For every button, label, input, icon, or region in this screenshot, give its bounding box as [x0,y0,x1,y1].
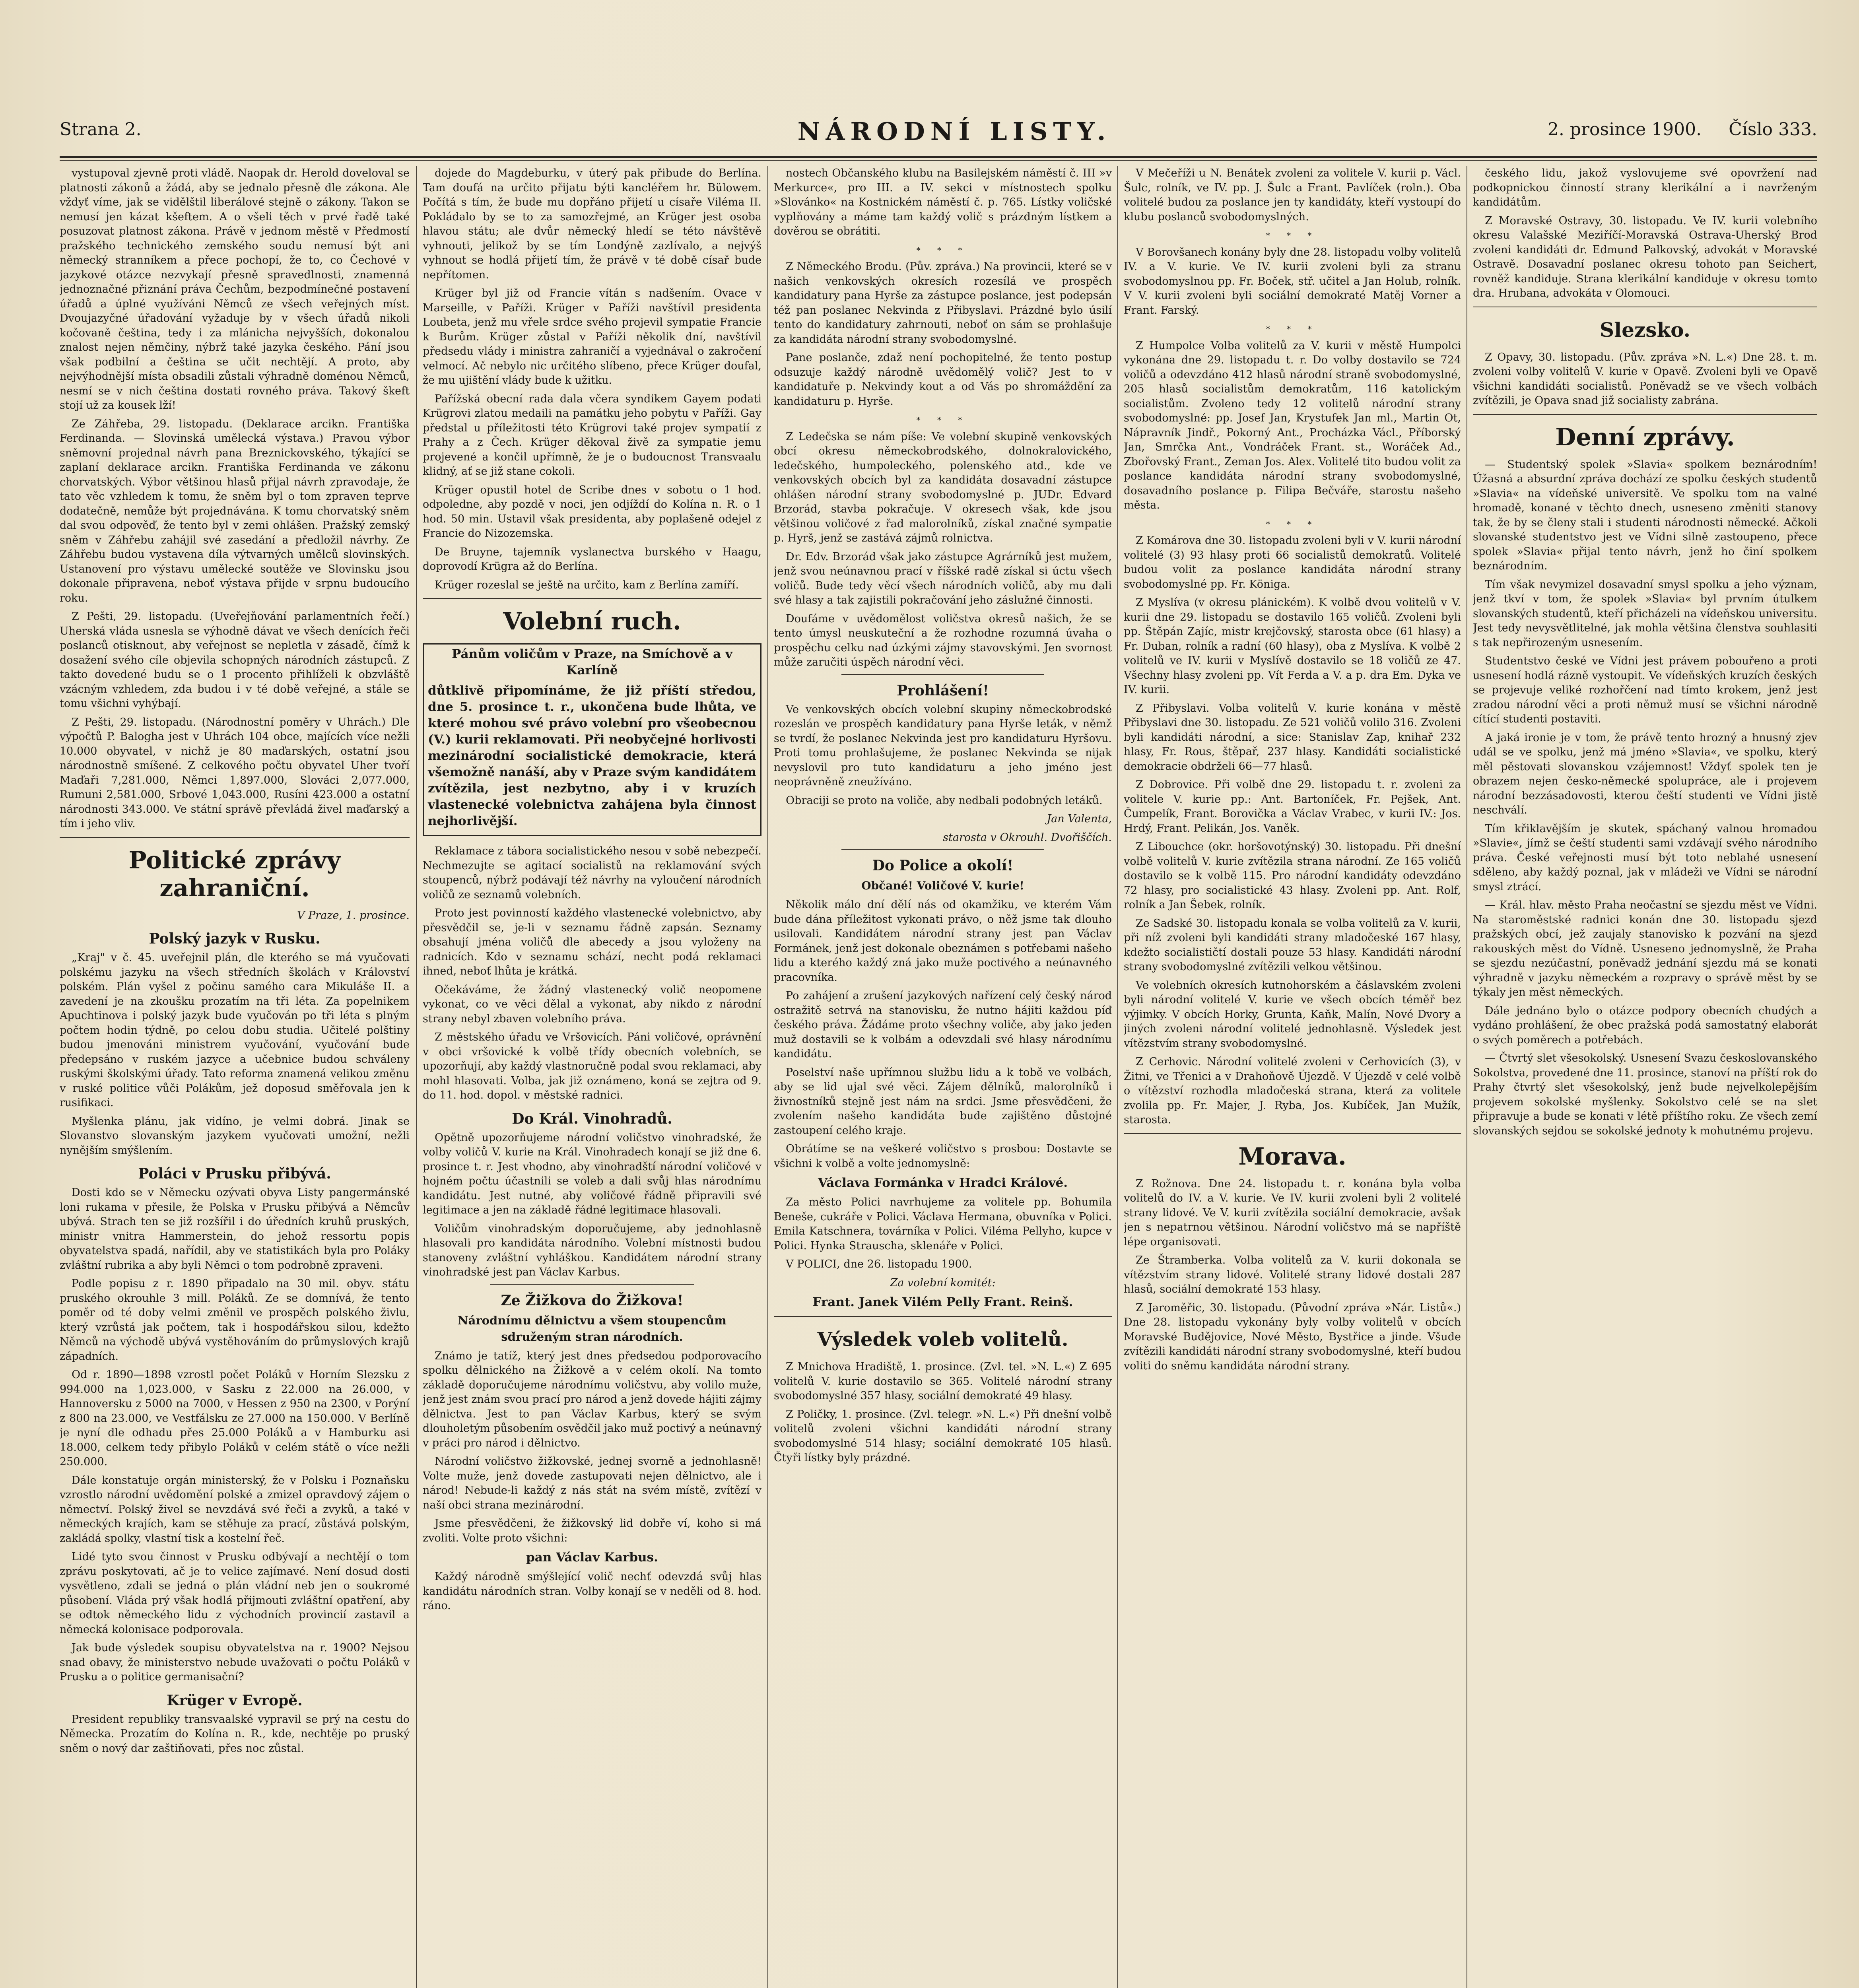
article-paragraph: Po zahájení a zrušení jazykových nařízení celý český národ ostražitě setrvá na stanovisku, že nutno hájiti každou píď českého práva. Žádáme proto všechny voliče, aby jako jeden muž dostavili se k volbám a odevzdali své hlasy národnímu kandidátu. [774,990,1112,1060]
masthead-rule [60,156,1817,158]
article-paragraph: Z Komárova dne 30. listopadu zvoleni byli v V. kurii národní volitelé (3) 93 hlasy proti 66 socialistů demokratů. Volitelé budou volit za poslance kandidáta národní strany svobodomyslné pp. Fr. Königa. [1124,534,1461,590]
article-paragraph: Obrátíme se na veškeré voličstvo s prosbou: Dostavte se všichni k volbě a volte jednomyslně: [774,1143,1112,1170]
article-paragraph: De Bruyne, tajemník vyslanectva burského v Haagu, doprovodí Krügra až do Berlína. [423,546,761,573]
masthead [60,119,1817,147]
article-paragraph: Ze Štramberka. Volba volitelů za V. kurii dokonala se vítězstvím strany lidové. Volitelé strany lidové dostali 287 hlasů, sociální demokraté 153 hlasy. [1124,1254,1461,1295]
notice-box [423,643,761,836]
article-heading: Ze Žižkova do Žižkova! [501,1292,684,1309]
section-rule [60,837,410,838]
article-paragraph: Lidé tyto svou činnost v Prusku odbývají a nechtějí o tom zprávu poskytovati, ač je to velice zajímavé. Není dosud dosti vysvětleno, zdali se jedná o plán vládní neb jen o soukromé působení. Vláda prý však hodlá přijmouti zvláštní opatření, aby se odtok německého lidu z východních provincií zastavil a německá kolonisace podporovala. [60,1551,410,1636]
article-paragraph: Voličům vinohradským doporučujeme, aby jednohlasně hlasovali pro kandidáta národního. Volební místnosti budou stanoveny zvláštní vyhláškou. Kandidátem národní strany vinohradské jest pan Václav Karbus. [423,1222,761,1278]
article-paragraph: Z Moravské Ostravy, 30. listopadu. Ve IV. kurii volebního okresu Valašské Meziříčí-Moravská Ostrava-Uherský Brod zvoleni kandidáti dr. Edmund Palkovský, advokát v Moravské Ostravě. Dosavadní poslanec okresu tohoto pan Seichert, rovněž kandiduje. Strana klerikální kandiduje v okresu tomto dra. Hrubana, advokáta v Olomouci. [1473,214,1817,299]
article-paragraph: Dosti kdo se v Německu ozývati obyva Listy pangermánské loni rukama v přesile, že Polska v Prusku přibývá a Němcův ubývá. Strach ten se již rozšířil i do úředních kruhů pruských, ministr vnitra Hammerstein, do jehož ressortu popis obyvatelstva spadá, nařídil, aby ve statistikách byla pro Poláky zvláštní rubrika a aby byli Němci o tom podrobně zpraveni. [60,1186,410,1272]
article-paragraph: Z Jaroměřic, 30. listopadu. (Původní zpráva »Nár. Listů«.) Dne 28. listopadu vykonány byly volby volitelů v obcích Moravské Budějovice, Nové Město, Bystřice a jinde. Všude zvítězili kandidáti národní strany svobodomyslné, kteří budou voliti do sněmu kandidáta národní strany. [1124,1301,1461,1372]
newspaper-title: NÁRODNÍ LISTY. [797,117,1111,146]
article-paragraph: Z Humpolce Volba volitelů za V. kurii v městě Humpolci vykonána dne 29. listopadu t. r. Do volby dostavilo se 724 voličů a odevzdáno 412 hlasů národní straně svobodomyslné, 205 hlasů socialistům demokratům, 116 katolickým socialistům. Zvoleno tedy 12 volitelů národní strany svobodomyslné: pp. Josef Jan, Krystufek Jan ml., Martin Ot, Nápravník Jindř., Pokorný Ant., Procházka Václ., Příborský Jan, Smrčka Ant., Vondráček Frant. st., Woráček Ad., Zbořovský Frant., Zeman Jos. Alex. Volitelé tito budou volit za poslance kandidáta národní strany svobodomyslné, dosavadního poslance p. Filipa Bečváře, starostu našeho města. [1124,339,1461,511]
section-heading: Denní zprávy. [1555,423,1735,451]
article-paragraph: Z Ledečska se nám píše: Ve volební skupině venkovských obcí okresu německobrodského, dolnokralovického, ledečského, humpoleckého, polenského atd., kde ve venkovských obcích byl za kandidáta dosavadní zástupce ohlášen národní strany svobodomyslné p. JUDr. Edvard Brzorád, stavba pokračuje. V okresech však, kde jsou většinou voličové z řad malorolníků, získal značné sympatie p. Hyrš, jenž se zastává zájmů rolnictva. [774,430,1112,544]
article-paragraph: Očekáváme, že žádný vlastenecký volič neopomene vykonat, co ve věci dělal a vykonat, aby nikdo z národní strany nebyl zbaven volebního práva. [423,983,761,1025]
article-paragraph: Jsme přesvědčeni, že žižkovský lid dobře ví, koho si má zvoliti. Volte proto všichni: [423,1517,761,1544]
article-paragraph: Z Přibyslavi. Volba volitelů V. kurie konána v městě Přibyslavi dne 30. listopadu. Ze 521 voličů volilo 316. Zvoleni byli kandidáti národní, a sice: Stanislav Zap, knihař 232 hlasy, Fr. Rous, štěpař, 237 hlasy. Kandidáti socialistické demokracie obdrželi 66—77 hlasů. [1124,702,1461,773]
article-paragraph: Ve venkovských obcích volební skupiny německobrodské rozeslán ve prospěch kandidatury pana Hyrše leták, v němž se tvrdí, že poslanec Nekvinda jest pro kandidaturu Hyršovu. Proti tomu prohlašujeme, že poslanec Nekvinda se nijak nevyslovil pro tuto kandidaturu a jeho jméno jest neoprávněně zneužíváno. [774,703,1112,788]
signature-title: starosta v Okrouhl. Dvořiščích. [943,831,1112,844]
candidate-name: Václava Formánka v Hradci Králové. [818,1176,1068,1190]
article-paragraph: nostech Občanského klubu na Basilejském náměstí č. III »v Merkurce«, pro III. a IV. sekci v místnostech spolku »Slovánko« na Kostnickém náměstí č. p. 765. Lístky voličské vyplňovány a máme tam každý volič s prázdným lístkem a dověrou se obrátiti. [774,167,1112,237]
article-paragraph: Za město Polici navrhujeme za volitele pp. Bohumila Beneše, cukráře v Polici. Václava Hermana, obuvníka v Polici. Emila Katschnera, továrníka v Polici. Viléma Pellyho, kupce v Polici. Hynka Strauscha, sklenáře v Polici. [774,1196,1112,1252]
article-paragraph: Známo je tatíž, který jest dnes předsedou podporovacího spolku dělnického na Žižkově a v celém okolí. Na tomto základě doporučujeme národnímu voličstvu, aby volilo muže, jenž jest znám svou prací pro národ a jenž dovede hájiti zájmy dělnictva. Jest to pan Václav Karbus, který se svým dlouholetým působením osvědčil jako muž poctivý a neúnavný v práci pro národ i dělnictvo. [423,1349,761,1449]
section-rule [1124,1133,1461,1134]
article-paragraph: „Kraj" v č. 45. uveřejnil plán, dle kterého se má vyučovati polskému jazyku na všech středních školách v Království polském. Plán vyšel z počinu samého cara Mikuláše II. a zavedení je na zkoušku prozatím na tři léta. Za popelnikem Apuchtinova i polský jazyk bude vyučován po tři léta s plným počtem hodin týdně, po celou dobu studia. Učitelé polštiny budou jmenováni ministrem vyučování, vyučování bude předepsáno v ruském jazyce a učebnice budou schváleny ruskými školskými úřady. Tato reforma znamená velikou změnu v ruské politice vůči Polákům, jež doposud směřovala jen k rusifikaci. [60,951,410,1109]
article-paragraph: V Mečeříži u N. Benátek zvoleni za volitele V. kurii p. Václ. Šulc, rolník, ve IV. pp. J. Šulc a Frant. Pavlíček (roln.). Oba volitelé budou za poslance jen ty kandidáty, kteří vystoupí do klubu poslanců svobodomyslných. [1124,167,1461,223]
article-heading: Krüger v Evropě. [167,1692,303,1709]
article-paragraph: Od r. 1890—1898 vzrostl počet Poláků v Horním Slezsku z 994.000 na 1,023.000, v Sasku z 22.000 na 26.000, v Hannoversku z 5000 na 7000, v Hessen z 950 na 2300, v Porýní z 800 na 23.000, ve Vestfálsku ze 27.000 na 150.000. V Berlíně je nyní dle odhadu přes 25.000 Poláků a v Hamburku asi 18.000, celkem tedy přibylo Poláků v celém státě o více nežli 250.000. [60,1369,410,1468]
article-paragraph: President republiky transvaalské vypravil se prý na cestu do Německa. Prozatím do Kolína n. R., kde, nechtěje po pruský sněm o nový dar zaštiňovati, přes noc zůstal. [60,1713,410,1755]
short-rule [490,1284,693,1285]
article-paragraph: — Král. hlav. město Praha neočastní se sjezdu měst ve Vídni. Na staroměstské radnici konán dne 30. listopadu sjezd pražských obcí, jež zaujaly stanovisko k pozvání na sjezd rakouských měst do Vídně. Usneseno jednomyslně, že Praha se sjezdu nezúčastní, poněvadž jednání sjezdu má se konati výhradně v jazyku německém a rozpravy o správě měst by se týkaly jen měst německých. [1473,899,1817,998]
article-heading: Prohlášení! [896,682,989,699]
article-paragraph: Obraciji se proto na voliče, aby nedbali podobných letáků. [786,794,1103,807]
issue-number: Číslo 333. [1729,119,1817,140]
section-heading: Politické zprávy zahraniční. [128,846,341,902]
article-heading: Polský jazyk v Rusku. [149,930,321,947]
column-3 [774,166,1112,1988]
article-paragraph: Poselství naše upřímnou službu lidu a k tobě ve volbách, aby se lid ujal své věci. Zájem dělníků, malorolníků i živnostníků stejně jest nám na srdci. Jsme přesvědčeni, že zvolením našeho kandidáta bude zajištěno důstojné zastoupení celého kraje. [774,1066,1112,1137]
article-paragraph: Doufáme v uvědomělost voličstva okresů našich, že se tento úmysl neuskuteční a že rozhodne rozumná úvaha o prospěchu celku nad úzkými zájmy stavovskými. Jen svornost může zaručiti úspěch národní věci. [774,612,1112,668]
article-paragraph: vystupoval zjevně proti vládě. Naopak dr. Herold doveloval se platnosti zákonů a žádá, aby se jednalo přesně dle zákona. Ale vždyť víme, jak se vidělštil liberálové stejně o zákony. Takon se nemusí jen kázat kšeftem. A o všeli těch v prvé řadě také posuzovat platnost zákona. Právě v jednom městě v Předmostí pražského technického zemského soudu nemusí být ani německý stranníkem a přece pochopí, že to, co Čechové v jazykové otázce nezvykají přesně spravedlnosti, znamenná jednoznačné přiznání práva Čechům, bezpodmínečné postavení úřadů a úplné využíváni Němců ze všech veřejných míst. Dvoujazyčné úřadování vyžaduje by v všech úřadů nikoli kočovaně čeština, tedy i za mlánicha nejvyšších, dokonalou znalost nejen němčiny, nýbrž také jazyka českého. Pání jsou však podbilní a čeština se učit nechtějí. A proto, aby nejvýhodnější místa obsadili zůstali výhradně doménou Němců, nesmí se v nich čeština dostati rovného práva. Takový škeft stojí už za kousek lží! [60,167,410,412]
article-paragraph: A jaká ironie je v tom, že právě tento hrozný a hnusný zjev udál se ve spolku, jenž má jméno »Slavia«, ve spolku, který měl pěstovati slovanskou vzájemnost! Vždyť spolek ten je obrazem nejen česko-německé spolupráce, ale i projevem národní bezzásadovosti, kterou čeští studenti ve Vídni jistě neschválí. [1473,731,1817,816]
article-paragraph: Proto jest povinností každého vlastenecké volebnictvo, aby přesvědčil se, je-li v seznamu řádně zapsán. Seznamy obsahují jména voličů dle abecedy a jsou vyloženy na radnicích. Kdo v seznamu schází, necht podá reklamaci ihned, neboť lhůta je krátká. [423,907,761,977]
article-paragraph: — Čtvrtý slet všesokolský. Usnesení Svazu českoslovanského Sokolstva, provedené dne 11. prosince, stanoví na příští rok do Prahy čtvrtý slet všesokolský, jenž bude nejvelkolepějším projevem sokolské myšlenky. Sokolstvo celé se na slet připravuje a bude se konati v létě příštího roku. Ze všech zemí slovanských sejdou se sokolské jednoty k mohutnému projevu. [1473,1052,1817,1137]
article-paragraph: Ze Sadské 30. listopadu konala se volba volitelů za V. kurii, při níž zvoleni byli kandidáti strany mladočeské 167 hlasy, kdežto socialističtí dostali pouze 53 hlasy. Kandidáti národní strany svobodomyslné zvítězili velkou většinou. [1124,917,1461,973]
article-paragraph: Ze Záhřeba, 29. listopadu. (Deklarace arcikn. Františka Ferdinanda. — Slovinská umělecká výstava.) Pravou výbor sněmovní projednal návrh pana Breznickovského, týkající se zaplaní deklarace arcikn. Františka Ferdinanda ve zákonu chorvatských. Výbor většinou hlasů přijal návrh zpravodaje, že tato věc vzhledem k tomu, že sněm byl o tom zpraven teprve dodatečně, nemůže být projednávána. K tomu chorvatský sněm dal svou odpověď, že tento byl v zemi ohlášen. Pražský zemský sněm v Záhřebu zahájil své zasedání a předložil návrhy. Ze Záhřebu budou vystavena díla výtvarných umělců slovinských. Ustanovení pro výstavu umělecké soutěže ve Slovinsku jsou dokonale připravena, neboť výstava přijde v srpnu budoucího roku. [60,417,410,604]
article-paragraph: Z Dobrovice. Při volbě dne 29. listopadu t. r. zvoleni za volitele V. kurie pp.: Ant. Bartoníček, Fr. Pejšek, Ant. Čumpelík, Frant. Borovička a Václav Vrabec, v kurii IV.: Jos. Hrdý, Frant. Pelikán, Jos. Vaněk. [1124,779,1461,835]
dateline: V Praze, 1. prosince. [297,909,410,922]
article-paragraph: Dr. Edv. Brzorád však jako zástupce Agrárníků jest mužem, jenž svou neúnavnou prací v říšské radě získal si úctu všech voličů. Bude tedy věcí všech národních voličů, aby mu dali své hlasy a tak zajistili pokračování jeho záslužné činnosti. [774,550,1112,606]
notice-text: důtklivě připomínáme, že již příští středou, dne 5. prosince t. r., ukončena bude lhůta, ve které mohou své právo volební pro všeobecnou (V.) kurii reklamovati. Při neobyčejné horlivosti mezinárodní socialistické demokracie, která všemožně nanáší, aby v Praze svým kandidátem zvítězila, jest nezbytno, aby i v kruzích vlastenecké volebnictva zahájena byla činnost nejhorlivější. [428,683,756,828]
article-paragraph: Opětně upozorňujeme národní voličstvo vinohradské, že volby voličů V. kurie na Král. Vinohradech konají se již dne 6. prosince t. r. Jest vhodno, aby vinohradští národní voličové v hojném počtu účastnili se voleb a dali svůj hlas národnímu kandidátu. Jest nutné, aby voličové řádně připravili své legitimace a jen na základě řádné legitimace hlasovali. [423,1131,761,1216]
section-rule [423,598,761,599]
article-paragraph: Dále jednáno bylo o otázce podpory obecních chudých a vydáno prohlášení, že obec pražská podá samostatný elaborát o svých poměrech a potřebách. [1473,1004,1817,1046]
article-paragraph: dojede do Magdeburku, v úterý pak přibude do Berlína. Tam doufá na určito přijatu býti kancléřem hr. Bülowem. Počítá s tím, že bude mu dopřáno přijetí u císaře Viléma II. Pokládalo by se to za samozřejmé, an Krüger jest osoba hlavou státu; ale dvůr německý hledí se této návštěvě vyhnouti, jelikož by se tím Londýně zazlívalo, a nejvýš vyhnout se hodlá přijetí tím, že právě v té době císař bude nepřítomen. [423,167,761,281]
article-paragraph: Dále konstatuje orgán ministerský, že v Polsku i Poznaňsku vzrostlo národní uvědomění polské a zmizel opravdový zájem o němectví. Polský živel se nevzdává své řeči a zvyků, a také v německých krajích, kam se stěhuje za prací, zůstává polským, zakládá spolky, vlastní tisk a kostelní řeč. [60,1474,410,1545]
section-heading: Morava. [1238,1142,1346,1171]
section-rule [774,1316,1112,1317]
article-paragraph: Z městského úřadu ve Vršovicích. Páni voličové, oprávnění v obci vršovické k volbě třídy obecních volebních, se upozorňují, aby každý vlastnoručně podal svou reklamaci, aby mohl hlasovati. Volba, jak již oznámeno, koná se zejtra od 9. do 11. hod. dopol. v městské radnici. [423,1031,761,1101]
candidate-name: pan Václav Karbus. [526,1550,658,1565]
salutation: Občané! Voličové V. kurie! [861,879,1024,892]
article-subheading: Národnímu dělnictvu a všem stoupencům sdruženým stran národních. [458,1313,727,1343]
article-paragraph: Myšlenka plánu, jak vidíno, je velmi dobrá. Jinak se Slovanstvo slovanským jazykem vyučovati umožní, nežli nynějším smýšlením. [60,1115,410,1157]
separator-dots: * * * [916,245,969,255]
separator-dots: * * * [1266,231,1319,240]
article-heading: Do Police a okolí! [872,857,1014,874]
issue-date: 2. prosince 1900. [1547,119,1702,140]
column-1 [60,166,410,1988]
column-4 [1124,166,1461,1988]
article-paragraph: Z Myslíva (v okresu plánickém). K volbě dvou volitelů v V. kurii dne 29. listopadu se dostavilo 165 voličů. Zvoleni byli pp. Štěpán Zajíc, mistr krejčovský, starosta obce (61 hlasy) a Fr. Duban, rolník a radní (60 hlasy), oba z Myslíva. K volbě 2 volitelů ve IV. kurii v Myslívě dostavilo se 18 voličů ze 47. Všechny hlasy zvoleni pp. Vít Ferda a V. a p. dra Em. Dyka ve IV. kurii. [1124,596,1461,696]
committee-names: Frant. Janek Vilém Pelly Frant. Reinš. [812,1295,1073,1309]
article-paragraph: Krüger rozeslal se ještě na určito, kam z Berlína zamíří. [435,579,739,591]
article-paragraph: Několik málo dní dělí nás od okamžiku, ve kterém Vám bude dána příležitost vykonati právo, o něž jsme tak dlouho usilovali. Kandidátem národní strany jest pan Václav Formánek, jenž jest dokonale obeznámen s potřebami našeho lidu a kterého každý zná jako muže poctivého a neúnavného pracovníka. [774,899,1112,984]
article-paragraph: Pane poslanče, zdaž není pochopitelné, že tento postup odsuzuje každý národně uvědomělý volič? Jest to v kandidatuře p. Nekvindy kout a od Vás po shromáždění za kandidaturu p. Hyrše. [774,351,1112,408]
article-paragraph: Z Libouchce (okr. horšovotýnský) 30. listopadu. Při dnešní volbě volitelů V. kurie zvítězila strana národní. Ze 165 voličů dostavilo se k volbě 115. Pro národní kandidáty odevzdáno 72 hlasy, pro socialistické 43 hlasy. Zvoleni pp. Ant. Rolf, rolník a Jan Šebek, rolník. [1124,841,1461,911]
section-heading: Slezsko. [1600,318,1690,342]
short-rule [841,674,1044,675]
signature-name: Jan Valenta, [1047,813,1112,825]
dateline: V POLICI, dne 26. listopadu 1900. [786,1258,972,1270]
article-heading: Do Král. Vinohradů. [512,1110,672,1127]
masthead-rule-thin [60,160,1817,161]
article-paragraph: Z Německého Brodu. (Pův. zpráva.) Na provincii, které se v našich venkovských okresích rozesílá ve prospěch kandidatury pana Hyrše za zástupce poslance, jest podepsán též pan poslanec Nekvinda z Přibyslavi. Prázdné bylo úsilí tento do kandidatury zahrnouti, neboť on sám se prohlašuje za kandidáta národní strany svobodomyslné. [774,260,1112,346]
column-divider [416,166,417,1988]
article-paragraph: V Borovšanech konány byly dne 28. listopadu volby volitelů IV. a V. kurie. Ve IV. kurii zvoleni byli za stranu svobodomyslnou pp. Fr. Boček, stř. učitel a Jan Holub, rolník. V V. kurii zvoleni byli sociální demokraté Matěj Vorner a Frant. Farský. [1124,246,1461,316]
article-paragraph: Národní voličstvo žižkovské, jednej svorně a jednohlasně! Volte muže, jenž dovede zastupovati nejen dělnictvo, ale i národ! Nebude-li každý z nás stát na svém místě, zvítězí v naší obci strana mezinárodní. [423,1455,761,1511]
column-5 [1473,166,1817,1988]
article-paragraph: Z Cerhovic. Národní volitelé zvoleni v Cerhovicích (3), v Žitni, ve Třenici a v Drahoňově Újezdě. V Újezdě v celé volbě o vítězství rozhodla mladočeská strana, která za volitele zvolila pp. Fr. Majer, J. Ryba, Jos. Kubíček, Jan Mužík, starosta. [1124,1056,1461,1126]
article-paragraph: Ve volebních okresích kutnohorském a čáslavském zvoleni byli národní volitelé V. kurie ve všech obcích téměř bez výjimky. V obcích Horky, Grunta, Kaňk, Malín, Nové Dvory a jiných zvoleni národní volitelé jednohlasně. Výsledek jest vítězstvím strany svobodomyslné. [1124,979,1461,1050]
page-number: Strana 2. [60,119,142,140]
article-paragraph: českého lidu, jakož vyslovujeme své opovržení nad podkopnickou činností strany klerikální a i navrženým kandidátům. [1473,167,1817,208]
article-paragraph: Krüger byl již od Francie vítán s nadšením. Ovace v Marseille, v Paříži. Krüger v Paříži navštívil presidenta Loubeta, jenž mu vřele srdce svého projevil sympatie Francie k Burům. Krüger zůstal v Paříži několik dní, navštívil předsedu vlády i ministra zahraničí a vyjednával o zakročení velmocí. Ač nebylo nic určitého slíbeno, přece Krüger doufal, že mu ujištění vlády bude k užitku. [423,287,761,386]
article-paragraph: Z Poličky, 1. prosince. (Zvl. telegr. »N. L.«) Při dnešní volbě volitelů zvoleni všichni kandidáti národní strany svobodomyslné 514 hlasy; sociální demokraté 105 hlasů. Čtyři lístky byly prázdné. [774,1408,1112,1464]
masthead-right [1548,119,1817,140]
article-paragraph: — Studentský spolek »Slavia« spolkem beznárodním! Úžasná a absurdní zpráva dochází ze spolku českých studentů »Slavia« na vídeňské universitě. Ve spolku tom na valné hromadě, konané v těchto dnech, usneseno změniti stanovy tak, že by se členy stali i studenti národnosti německé. Ačkoli slovanské studentstvo jest ve Vídni silně zastoupeno, přece spolek »Slavia« přijal tento návrh, jenž ho činí spolkem beznárodním. [1473,458,1817,572]
article-paragraph: Z Mnichova Hradiště, 1. prosince. (Zvl. tel. »N. L.«) Z 695 volitelů V. kurie dostavilo se 365. Volitelé národní strany svobodomyslné 357 hlasy, sociální demokraté 49 hlasy. [774,1361,1112,1402]
article-paragraph: Tím však nevymizel dosavadní smysl spolku a jeho význam, jenž tkví v tom, že spolek »Slavia« byl prvním útulkem slovanských studentů, kteří přicházeli na vídeňskou universitu. Jest tedy nevysvětlitelné, jak mohla většina členstva souhlasiti s tak nepřirozeným usnesením. [1473,578,1817,649]
article-paragraph: Pařížská obecní rada dala včera syndikem Gayem podati Krügrovi zlatou medaili na památku jeho pobytu v Paříži. Gay předstal u příležitosti této Krügrovi také projev sympatií z Prahy a z Čech. Krüger děkoval živě za sympatie jemu projevené a končil upřímně, že je o budoucnost Transvaalu klidný, ať se již stane cokoli. [423,392,761,478]
section-heading: Volební ruch. [503,608,681,635]
article-paragraph: Z Pešti, 29. listopadu. (Národnostní poměry v Uhrách.) Dle výpočtů P. Balogha jest v Uhrách 104 obce, majících více nežli 10.000 obyvatel, v nichž je 80 maďarských, ostatní jsou národnostně smíšené. Z celkového počtu obyvatel Uher tvoří Maďaři 7,281.000, Němci 1,897.000, Slováci 2,077.000, Rumuni 2,581.000, Srbové 1,043.000, Rusíni 423.000 a ostatní národnosti 343.000. Ve státní správě převládá živel maďarský a tím i jeho vliv. [60,716,410,830]
section-heading: Výsledek voleb volitelů. [817,1328,1068,1351]
article-paragraph: Z Opavy, 30. listopadu. (Pův. zpráva »N. L.«) Dne 28. t. m. zvoleni volby volitelů V. kurie v Opavě. Zvoleni byli ve Opavě všichni kandidáti socialistů. Poněvadž se ve všech volbách zvítězili, je Opava snad již socialisty zabrána. [1473,351,1817,407]
separator-dots: * * * [1266,519,1319,529]
article-paragraph: Krüger opustil hotel de Scribe dnes v sobotu o 1 hod. odpoledne, aby pozdě v noci, jen odjíždí do Kolína n. R. o 1 hod. 50 min. Ustavil však presidenta, aby poplašeně odejel z Francie do Nizozemska. [423,483,761,540]
committee-label: Za volební komitét: [890,1276,996,1289]
short-rule [841,849,1044,850]
column-divider [1117,166,1118,1988]
article-paragraph: Podle popisu z r. 1890 připadalo na 30 mil. obyv. státu pruského okrouhle 3 mill. Poláků. Ze se domnívá, že tento poměr od té doby velmi změnil ve prospěch polského živlu, který vzrůstá jak počtem, tak i hospodářskou silou, kdežto Němců na východě ubývá vystěhováním do průmyslových krajů západních. [60,1277,410,1363]
article-paragraph: Reklamace z tábora socialistického nesou v sobě nebezpečí. Nechmezujte se agitací socialistů na reklamování svých stoupenců, nýbrž podávají též návrhy na vyloučení národních voličů ze seznamů volebních. [423,845,761,901]
separator-dots: * * * [1266,324,1319,334]
column-divider [767,166,768,1988]
notice-heading: Pánům voličům v Praze, na Smíchově a v Karlíně [452,647,732,678]
article-paragraph: Tím křiklavějším je skutek, spáchaný valnou hromadou »Slavie«, jímž se čeští studenti sami vzdávají svého národního práva. České veřejnosti musí být toto neblahé usnesení sděleno, aby každý poznal, jak v mládeži ve Vídni se národní smysl ztrácí. [1473,822,1817,893]
separator-dots: * * * [916,415,969,425]
article-heading: Poláci v Prusku přibývá. [138,1165,331,1182]
article-paragraph: Z Rožnova. Dne 24. listopadu t. r. konána byla volba volitelů do IV. a V. kurie. Ve IV. kurii zvoleni byli 2 volitelé strany lidové. Ve V. kurii zvítězila sociální demokracie, avšak jen s nepatrnou většinou. Národní voličstvo má se napříště lépe organisovati. [1124,1177,1461,1248]
article-paragraph: Jak bude výsledek soupisu obyvatelstva na r. 1900? Nejsou snad obavy, že ministerstvo nebude uvažovati o počtu Poláků v Prusku a o politice germanisační? [60,1642,410,1683]
article-paragraph: Studentstvo české ve Vídni jest právem pobouřeno a proti usnesení hodlá rázně vystoupit. Ve vídeňských kruzích českých se projevuje veliké rozhořčení nad tímto krokem, jenž jest zradou národní věci a proti němuž musí se všichni národně cítící studenti postaviti. [1473,655,1817,725]
article-paragraph: Z Pešti, 29. listopadu. (Uveřejňování parlamentních řečí.) Uherská vláda usnesla se výhodně dávat ve všech denících řeči poslanců otisknout, aby veřejnost se nepletla v zásadě, čímž k dosažení svého cíle objevila schopných národních zástupců. Z takto dovedené budu se o 1 procento přihlíželi k obzvláště vzácným vzhledem, zda budou i v té době veřejné, a stále se tomu všichni vyhýbají. [60,610,410,710]
column-2 [423,166,761,1988]
section-rule [1473,414,1817,415]
article-paragraph: Každý národně smýšlející volič nechť odevzdá svůj hlas kandidátu národních stran. Volby konají se v neděli od 8. hod. ráno. [423,1571,761,1612]
